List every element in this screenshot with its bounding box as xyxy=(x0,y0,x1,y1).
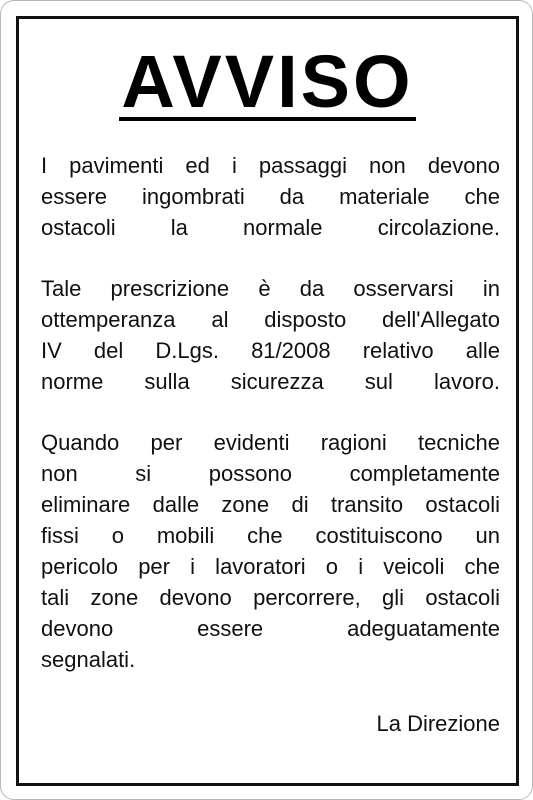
sign-frame xyxy=(16,16,519,786)
title-container xyxy=(19,40,516,123)
paragraph-line: essere ingombrati da materiale che xyxy=(41,184,500,209)
paragraph-line: non si possono completamente xyxy=(41,461,500,486)
paragraph-line: Tale prescrizione è da osservarsi in xyxy=(41,276,500,301)
signature: La Direzione xyxy=(376,711,500,736)
paragraph-line: segnalati. xyxy=(41,647,136,672)
paragraph-line: ottemperanza al disposto dell'Allegato xyxy=(41,307,500,332)
paragraph-line: pericolo per i lavoratori o i veicoli che xyxy=(41,554,500,579)
paragraph-1 xyxy=(41,150,500,243)
paragraph-line: Quando per evidenti ragioni tecniche xyxy=(41,430,500,455)
paragraph-3 xyxy=(41,427,500,675)
paragraph-line: ostacoli la normale circolazione. xyxy=(41,215,500,240)
paragraph-line: tali zone devono percorrere, gli ostacoli xyxy=(41,585,500,610)
paragraph-line: eliminare dalle zone di transito ostacoli xyxy=(41,492,500,517)
paragraph-line: I pavimenti ed i passaggi non devono xyxy=(41,153,500,178)
paragraph-line: fissi o mobili che costituiscono un xyxy=(41,523,500,548)
paragraph-line: IV del D.Lgs. 81/2008 relativo alle xyxy=(41,338,500,363)
paragraph-2 xyxy=(41,273,500,397)
paragraph-line: norme sulla sicurezza sul lavoro. xyxy=(41,369,500,394)
sign-title: AVVISO xyxy=(121,40,414,123)
paragraph-line: devono essere adeguatamente xyxy=(41,616,500,641)
